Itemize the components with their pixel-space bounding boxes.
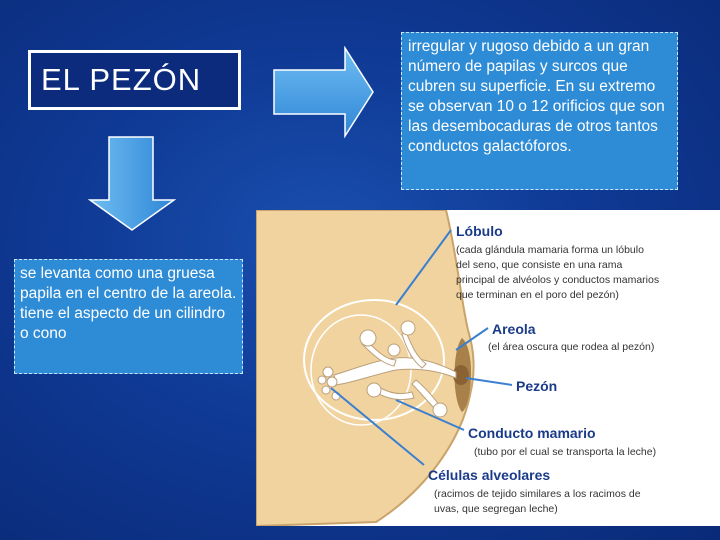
lobule-label: Lóbulo — [456, 223, 503, 239]
nipple-shape-text-box — [14, 259, 243, 374]
alveolar-label: Células alveolares — [428, 467, 551, 483]
lobule-desc-4: que terminan en el poro del pezón) — [456, 289, 619, 301]
nipple-surface-text: irregular y rugoso debido a un gran número de papilas y surcos que cubren su superficie. En su extremo se observan 10 o 12 orificios que son las desembocaduras de otros tantos conductos galactóforos. — [408, 38, 665, 155]
nipple-surface-text-box — [401, 32, 678, 190]
nipple-shape-text: se levanta como una gruesa papila en el centro de la areola. tiene el aspecto de un cilindro o cono — [20, 265, 237, 342]
arrow-right-icon — [273, 46, 375, 138]
breast-anatomy-diagram — [256, 210, 720, 526]
slide-title: EL PEZÓN — [41, 62, 202, 97]
duct-label: Conducto mamario — [468, 425, 596, 441]
areola-desc: (el área oscura que rodea al pezón) — [488, 341, 655, 353]
anatomy-svg — [256, 210, 720, 526]
lobule-desc-2: del seno, que consiste en una rama — [456, 259, 623, 271]
arrow-down-icon — [88, 136, 176, 232]
duct-desc: (tubo por el cual se transporta la leche) — [474, 446, 657, 458]
lobule-desc-3: principal de alvéolos y conductos mamarios — [456, 274, 660, 286]
alveolar-desc-1: (racimos de tejido similares a los racimos de — [434, 488, 641, 500]
areola-label: Areola — [492, 321, 536, 337]
nipple-label: Pezón — [516, 378, 558, 394]
title-box — [28, 50, 241, 110]
alveolar-desc-2: uvas, que segregan leche) — [434, 503, 558, 515]
lobule-desc-1: (cada glándula mamaria forma un lóbulo — [456, 244, 644, 256]
